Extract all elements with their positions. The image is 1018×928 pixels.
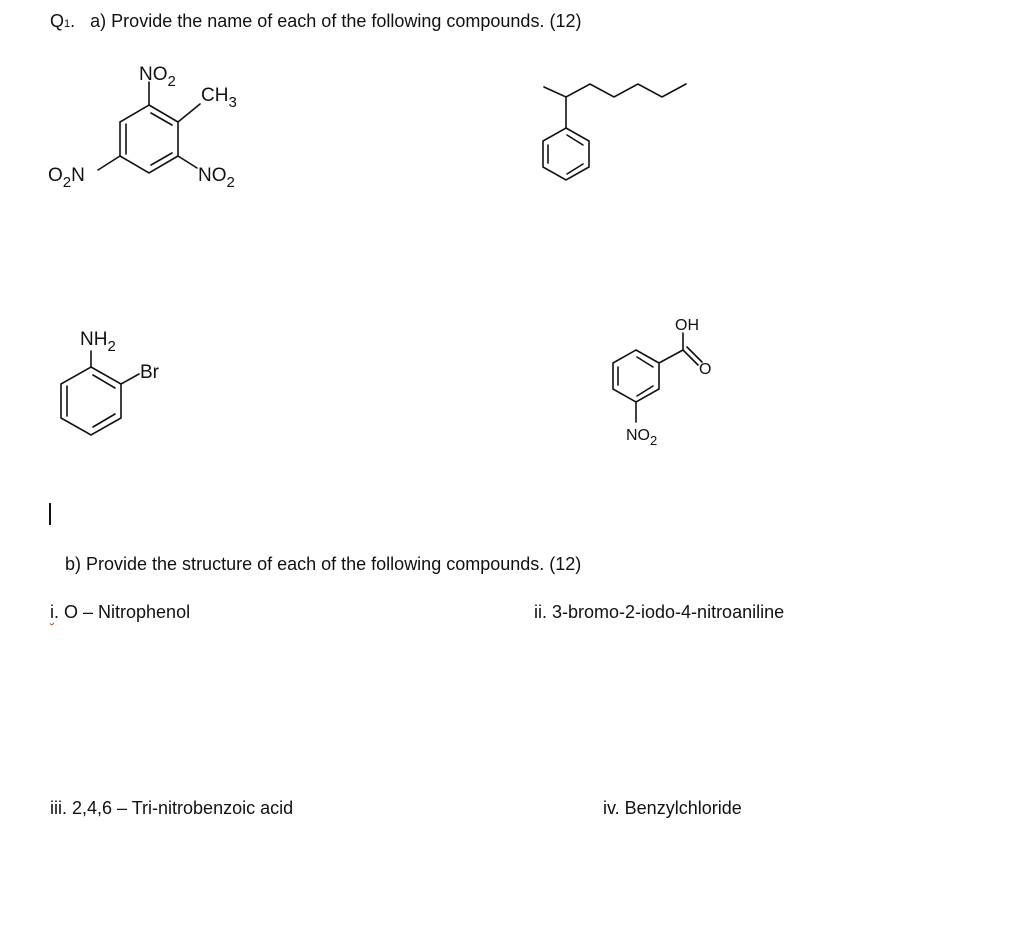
mol1-o2n: $O_2N$: [48, 165, 85, 191]
item-i-prefix: i: [50, 602, 54, 622]
question-number: 1: [64, 18, 71, 30]
molecule-1-ring: [98, 82, 200, 173]
mol4-oh: OH: [675, 317, 699, 334]
molecule-2: [543, 84, 686, 180]
mol4-o: O: [699, 361, 712, 378]
part-b-instruction: b) Provide the structure of each of the following compounds. (12): [65, 554, 582, 574]
molecule-3: [61, 351, 139, 435]
part-a-instruction: a) Provide the name of each of the following compounds. (12): [90, 11, 582, 31]
item-iv: iv. Benzylchloride: [603, 798, 742, 818]
item-i: [50, 603, 190, 621]
text-cursor: [49, 503, 51, 525]
item-ii: ii. 3-bromo-2-iodo-4-nitroaniline: [534, 602, 785, 622]
question-dot: .: [70, 11, 76, 31]
item-i-text: . O – Nitrophenol: [54, 602, 191, 622]
molecule-4: [613, 333, 702, 422]
item-iii: iii. 2,4,6 – Tri-nitrobenzoic acid: [50, 798, 294, 818]
question-prefix: Q: [50, 11, 65, 31]
mol1-ch3: $CH_3$: [201, 85, 237, 111]
mol1-no2-top: $NO_2$: [139, 64, 176, 90]
mol1-no2-right: $NO_2$: [198, 165, 235, 191]
mol4-no2: $NO_2$: [626, 427, 658, 448]
mol3-nh2: $NH_2$: [80, 329, 116, 355]
mol3-br: Br: [140, 362, 159, 383]
